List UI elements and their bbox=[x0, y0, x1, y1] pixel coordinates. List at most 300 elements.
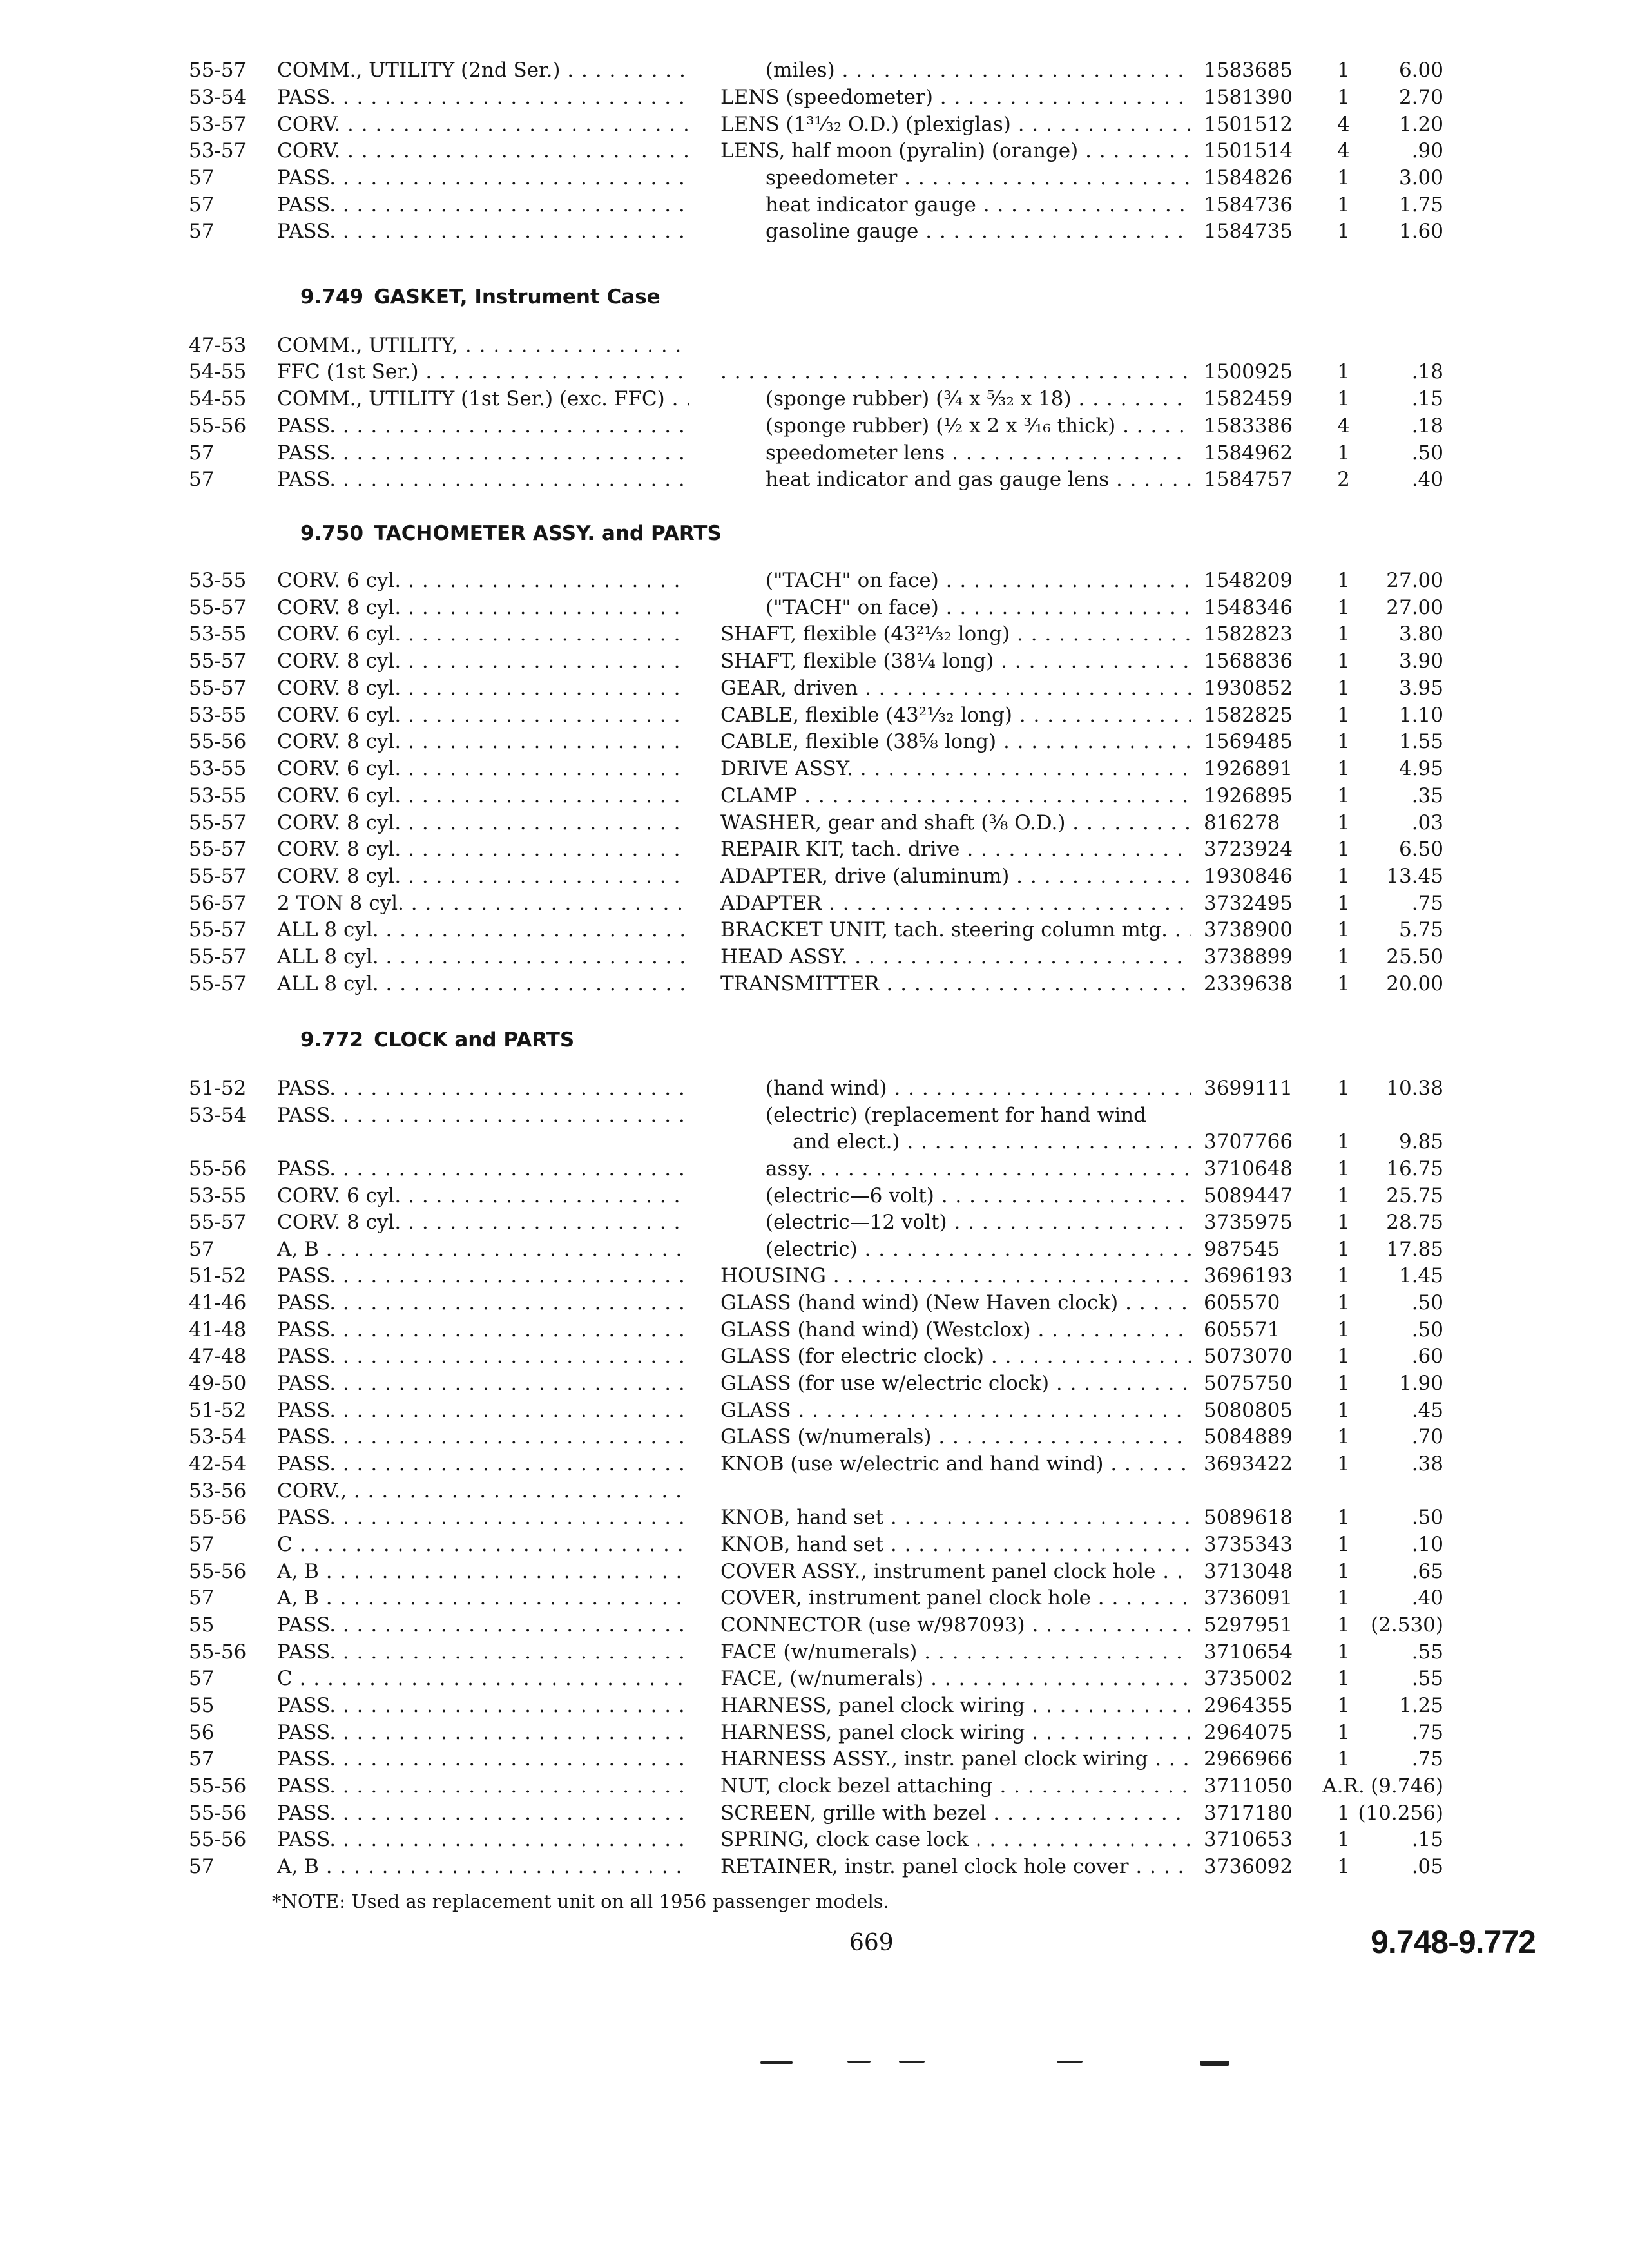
part-description: GLASS (hand wind) (Westclox) . . . bbox=[720, 1316, 1191, 1343]
part-number: 3713048 bbox=[1204, 1560, 1293, 1583]
model-years: 51-52 bbox=[189, 1264, 247, 1287]
section-header bbox=[300, 520, 722, 547]
list-price: 25.75 bbox=[1386, 1184, 1443, 1207]
part-description: COVER, instrument panel clock hole . . . bbox=[720, 1584, 1191, 1611]
part-description: ("TACH" on face) . . . bbox=[766, 594, 1191, 621]
part-description: HOUSING . . . bbox=[720, 1262, 1191, 1289]
part-number: 1501514 bbox=[1204, 139, 1293, 162]
part-number: 3711050 bbox=[1204, 1774, 1293, 1798]
part-description: WASHER, gear and shaft (⅜ O.D.) . . . bbox=[720, 809, 1191, 836]
model-years: 41-46 bbox=[189, 1291, 247, 1314]
parts-row bbox=[0, 567, 1629, 594]
model-name: A, B . . . bbox=[277, 1558, 689, 1585]
parts-row bbox=[0, 191, 1629, 218]
part-description: assy. . . . bbox=[766, 1155, 1191, 1182]
part-number: 3693422 bbox=[1204, 1452, 1293, 1475]
model-name: CORV. 8 cyl. . . . bbox=[277, 836, 689, 863]
model-name: COMM., UTILITY, . . . bbox=[277, 332, 689, 359]
part-number: 3723924 bbox=[1204, 838, 1293, 861]
quantity: 1 bbox=[1337, 1077, 1350, 1100]
list-price: .35 bbox=[1411, 784, 1443, 807]
model-name: PASS. . . . bbox=[277, 466, 689, 493]
list-price: .40 bbox=[1411, 468, 1443, 491]
list-price: 1.45 bbox=[1398, 1264, 1443, 1287]
model-name: CORV. 8 cyl. . . . bbox=[277, 1209, 689, 1236]
part-description: heat indicator gauge . . . bbox=[766, 191, 1191, 218]
model-name: CORV. . . . bbox=[277, 111, 689, 138]
list-price: 2.70 bbox=[1398, 86, 1443, 109]
model-name: CORV., . . . bbox=[277, 1477, 689, 1504]
model-years: 55 bbox=[189, 1613, 215, 1637]
list-price: .60 bbox=[1411, 1345, 1443, 1368]
part-description: HEAD ASSY. . . . bbox=[720, 943, 1191, 970]
part-number: 1548346 bbox=[1204, 596, 1293, 619]
quantity: 1 bbox=[1337, 387, 1350, 410]
part-number: 1501512 bbox=[1204, 113, 1293, 136]
list-price: 1.55 bbox=[1398, 730, 1443, 753]
model-years: 57 bbox=[189, 468, 215, 491]
quantity: 1 bbox=[1337, 1828, 1350, 1851]
model-name: PASS. . . . bbox=[277, 1316, 689, 1343]
quantity: 1 bbox=[1337, 677, 1350, 700]
part-number: 1548209 bbox=[1204, 569, 1293, 592]
model-years: 55 bbox=[189, 1694, 215, 1717]
model-name: CORV. 8 cyl. . . . bbox=[277, 809, 689, 836]
quantity: 1 bbox=[1337, 757, 1350, 780]
model-name: PASS. . . . bbox=[277, 1155, 689, 1182]
part-description: GLASS (for electric clock) . . . bbox=[720, 1343, 1191, 1370]
model-name: A, B . . . bbox=[277, 1853, 689, 1880]
parts-row bbox=[0, 943, 1629, 970]
model-name: CORV. 8 cyl. . . . bbox=[277, 594, 689, 621]
quantity: 1 bbox=[1337, 1586, 1350, 1610]
model-name: PASS. . . . bbox=[277, 1075, 689, 1102]
parts-row bbox=[0, 1665, 1629, 1692]
part-number: 1582825 bbox=[1204, 704, 1293, 727]
parts-row bbox=[0, 1611, 1629, 1639]
part-description: ADAPTER, drive (aluminum) . . . bbox=[720, 863, 1191, 890]
part-number: 1582459 bbox=[1204, 387, 1293, 410]
part-number: 5080805 bbox=[1204, 1399, 1293, 1422]
model-name: COMM., UTILITY (2nd Ser.) . . . bbox=[277, 57, 689, 84]
model-years: 57 bbox=[189, 166, 215, 189]
model-years: 55-56 bbox=[189, 730, 247, 753]
quantity: 1 bbox=[1337, 1855, 1350, 1878]
quantity: 1 bbox=[1337, 918, 1350, 941]
quantity: 1 bbox=[1337, 1399, 1350, 1422]
section-number: 9.749 bbox=[300, 285, 364, 309]
section-header bbox=[300, 284, 660, 311]
parts-row bbox=[0, 755, 1629, 782]
part-number: 5297951 bbox=[1204, 1613, 1293, 1637]
model-name: CORV. 6 cyl. . . . bbox=[277, 567, 689, 594]
parts-row bbox=[0, 1504, 1629, 1531]
part-description: HARNESS, panel clock wiring . . . bbox=[720, 1692, 1191, 1719]
model-years: 49-50 bbox=[189, 1372, 247, 1395]
model-name: CORV. 6 cyl. . . . bbox=[277, 1182, 689, 1209]
parts-row bbox=[0, 863, 1629, 890]
list-price: .65 bbox=[1411, 1560, 1443, 1583]
part-description: CABLE, flexible (43²¹⁄₃₂ long) . . . bbox=[720, 702, 1191, 729]
list-price: 3.95 bbox=[1398, 677, 1443, 700]
model-years: 57 bbox=[189, 1667, 215, 1690]
part-description: GLASS (w/numerals) . . . bbox=[720, 1423, 1191, 1450]
part-number: 1584757 bbox=[1204, 468, 1293, 491]
quantity: 1 bbox=[1337, 220, 1350, 243]
parts-row bbox=[0, 836, 1629, 863]
parts-row bbox=[0, 1397, 1629, 1424]
part-number: 3735002 bbox=[1204, 1667, 1293, 1690]
model-years: 56 bbox=[189, 1721, 215, 1744]
list-price: 10.38 bbox=[1386, 1077, 1443, 1100]
parts-row bbox=[0, 916, 1629, 943]
part-description: (miles) . . . bbox=[766, 57, 1191, 84]
part-description: and elect.) . . . bbox=[793, 1128, 1191, 1155]
model-years: 55-56 bbox=[189, 1640, 247, 1664]
part-description: CABLE, flexible (38⅝ long) . . . bbox=[720, 728, 1191, 755]
model-name: PASS. . . . bbox=[277, 1450, 689, 1477]
model-years: 53-54 bbox=[189, 1104, 247, 1127]
part-number: 3736092 bbox=[1204, 1855, 1293, 1878]
model-name: PASS. . . . bbox=[277, 439, 689, 466]
model-name: PASS. . . . bbox=[277, 1639, 689, 1666]
model-name: CORV. 6 cyl. . . . bbox=[277, 755, 689, 782]
part-description: LENS (1³¹⁄₃₂ O.D.) (plexiglas) . . . bbox=[720, 111, 1191, 138]
part-description: BRACKET UNIT, tach. steering column mtg. . . . bbox=[720, 916, 1191, 943]
model-years: 53-55 bbox=[189, 757, 247, 780]
parts-row bbox=[0, 702, 1629, 729]
model-years: 55-57 bbox=[189, 677, 247, 700]
model-name: PASS. . . . bbox=[277, 1102, 689, 1129]
model-years: 53-55 bbox=[189, 1184, 247, 1207]
quantity: 1 bbox=[1337, 811, 1350, 834]
part-description: (electric) (replacement for hand wind bbox=[766, 1104, 1146, 1127]
parts-row bbox=[0, 620, 1629, 648]
model-years: 57 bbox=[189, 1238, 215, 1261]
parts-row bbox=[0, 466, 1629, 493]
part-description: FACE (w/numerals) . . . bbox=[720, 1639, 1191, 1666]
model-years: 55-57 bbox=[189, 59, 247, 82]
parts-row bbox=[0, 358, 1629, 385]
part-number: 2966966 bbox=[1204, 1747, 1293, 1771]
quantity: 1 bbox=[1337, 1640, 1350, 1664]
model-name: ALL 8 cyl. . . . bbox=[277, 970, 689, 997]
model-name: A, B . . . bbox=[277, 1584, 689, 1611]
parts-row bbox=[0, 890, 1629, 917]
part-number: 1584735 bbox=[1204, 220, 1293, 243]
part-number: 1581390 bbox=[1204, 86, 1293, 109]
parts-row bbox=[0, 1692, 1629, 1719]
part-number: 1582823 bbox=[1204, 622, 1293, 646]
part-number: 1926891 bbox=[1204, 757, 1293, 780]
model-years: 55-57 bbox=[189, 838, 247, 861]
part-description: CLAMP . . . bbox=[720, 782, 1191, 809]
model-name: FFC (1st Ser.) . . . bbox=[277, 358, 689, 385]
list-price: 1.20 bbox=[1398, 113, 1443, 136]
model-years: 42-54 bbox=[189, 1452, 247, 1475]
quantity: 1 bbox=[1337, 59, 1350, 82]
model-name: COMM., UTILITY (1st Ser.) (exc. FFC) . . . bbox=[277, 385, 689, 412]
list-price: 3.00 bbox=[1398, 166, 1443, 189]
model-years: 53-55 bbox=[189, 784, 247, 807]
part-description: LENS, half moon (pyralin) (orange) . . . bbox=[720, 137, 1191, 164]
model-years: 55-56 bbox=[189, 1828, 247, 1851]
parts-row bbox=[0, 1826, 1629, 1853]
model-name: CORV. 8 cyl. . . . bbox=[277, 728, 689, 755]
model-name: PASS. . . . bbox=[277, 164, 689, 191]
list-price: .55 bbox=[1411, 1640, 1443, 1664]
model-years: 55-56 bbox=[189, 1560, 247, 1583]
quantity: 1 bbox=[1337, 1560, 1350, 1583]
model-years: 55-56 bbox=[189, 1774, 247, 1798]
part-number: 3736091 bbox=[1204, 1586, 1293, 1610]
parts-row bbox=[0, 1155, 1629, 1182]
model-name: CORV. . . . bbox=[277, 137, 689, 164]
list-price: .55 bbox=[1411, 1667, 1443, 1690]
list-price: 3.90 bbox=[1398, 649, 1443, 673]
part-number: 3717180 bbox=[1204, 1802, 1293, 1825]
part-number: 5084889 bbox=[1204, 1425, 1293, 1448]
list-price: .50 bbox=[1411, 1318, 1443, 1341]
model-years: 47-53 bbox=[189, 334, 247, 357]
quantity: 1 bbox=[1337, 730, 1350, 753]
part-description: SHAFT, flexible (38¼ long) . . . bbox=[720, 648, 1191, 675]
model-name: PASS. . . . bbox=[277, 1773, 689, 1800]
quantity: 1 bbox=[1337, 1747, 1350, 1771]
model-years: 47-48 bbox=[189, 1345, 247, 1368]
part-number: 1500925 bbox=[1204, 360, 1293, 383]
model-name: PASS. . . . bbox=[277, 191, 689, 218]
parts-row bbox=[0, 1719, 1629, 1746]
model-years: 55-57 bbox=[189, 972, 247, 995]
list-price: 13.45 bbox=[1386, 865, 1443, 888]
parts-row bbox=[0, 57, 1629, 84]
part-number: 1584736 bbox=[1204, 193, 1293, 216]
part-number: 3707766 bbox=[1204, 1130, 1293, 1153]
part-number: 2964075 bbox=[1204, 1721, 1293, 1744]
part-description: GLASS (for use w/electric clock) . . . bbox=[720, 1370, 1191, 1397]
part-description: RETAINER, instr. panel clock hole cover . . . bbox=[720, 1853, 1191, 1880]
section-number: 9.772 bbox=[300, 1028, 364, 1052]
model-name: CORV. 8 cyl. . . . bbox=[277, 648, 689, 675]
part-number: 3710654 bbox=[1204, 1640, 1293, 1664]
list-price: .75 bbox=[1411, 1721, 1443, 1744]
quantity: 1 bbox=[1337, 1694, 1350, 1717]
parts-row bbox=[0, 332, 1629, 359]
model-name: C . . . bbox=[277, 1665, 689, 1692]
list-price: .90 bbox=[1411, 139, 1443, 162]
scan-smudge bbox=[1200, 2061, 1229, 2066]
list-price: 1.75 bbox=[1398, 193, 1443, 216]
quantity: 1 bbox=[1337, 1533, 1350, 1556]
quantity: 1 bbox=[1337, 1425, 1350, 1448]
model-years: 57 bbox=[189, 193, 215, 216]
quantity: 1 bbox=[1337, 784, 1350, 807]
list-price: .50 bbox=[1411, 441, 1443, 465]
part-description: GLASS . . . bbox=[720, 1397, 1191, 1424]
model-years: 56-57 bbox=[189, 892, 247, 915]
list-price: 1.60 bbox=[1398, 220, 1443, 243]
quantity: 1 bbox=[1337, 892, 1350, 915]
model-name: PASS. . . . bbox=[277, 1800, 689, 1827]
part-number: 3732495 bbox=[1204, 892, 1293, 915]
part-number: 1583685 bbox=[1204, 59, 1293, 82]
model-years: 53-57 bbox=[189, 113, 247, 136]
part-number: 1568836 bbox=[1204, 649, 1293, 673]
quantity: 1 bbox=[1337, 1130, 1350, 1153]
part-description: (electric—12 volt) . . . bbox=[766, 1209, 1191, 1236]
part-description: KNOB (use w/electric and hand wind) . . . bbox=[720, 1450, 1191, 1477]
parts-row bbox=[0, 1531, 1629, 1558]
parts-row bbox=[0, 1128, 1629, 1155]
part-number: 3738900 bbox=[1204, 918, 1293, 941]
parts-row bbox=[0, 111, 1629, 138]
model-name: CORV. 6 cyl. . . . bbox=[277, 620, 689, 648]
model-years: 55-57 bbox=[189, 918, 247, 941]
model-name: ALL 8 cyl. . . . bbox=[277, 916, 689, 943]
part-number: 1584826 bbox=[1204, 166, 1293, 189]
model-name: PASS. . . . bbox=[277, 1262, 689, 1289]
model-years: 53-55 bbox=[189, 569, 247, 592]
part-number: 987545 bbox=[1204, 1238, 1280, 1261]
quantity: 4 bbox=[1337, 139, 1350, 162]
quantity: 1 bbox=[1337, 441, 1350, 465]
part-description: (electric) . . . bbox=[766, 1236, 1191, 1263]
quantity: 1 bbox=[1337, 622, 1350, 646]
quantity: 1 bbox=[1337, 1211, 1350, 1234]
list-price: .10 bbox=[1411, 1533, 1443, 1556]
part-description: GEAR, driven . . . bbox=[720, 675, 1191, 702]
list-price: .38 bbox=[1411, 1452, 1443, 1475]
parts-row bbox=[0, 1343, 1629, 1370]
list-price: 27.00 bbox=[1386, 569, 1443, 592]
parts-row bbox=[0, 84, 1629, 111]
page-number: 669 bbox=[849, 1930, 894, 1956]
list-price: 28.75 bbox=[1386, 1211, 1443, 1234]
model-name: PASS. . . . bbox=[277, 1423, 689, 1450]
part-description: GLASS (hand wind) (New Haven clock) . . . bbox=[720, 1289, 1191, 1316]
list-price: 4.95 bbox=[1398, 757, 1443, 780]
parts-row bbox=[0, 1102, 1629, 1129]
section-range: 9.748-9.772 bbox=[1371, 1924, 1536, 1960]
model-years: 55-56 bbox=[189, 1506, 247, 1529]
parts-row bbox=[0, 1639, 1629, 1666]
parts-row bbox=[0, 970, 1629, 997]
part-description: KNOB, hand set . . . bbox=[720, 1531, 1191, 1558]
list-price: .45 bbox=[1411, 1399, 1443, 1422]
model-years: 53-57 bbox=[189, 139, 247, 162]
quantity: 1 bbox=[1337, 193, 1350, 216]
list-price: (9.746) bbox=[1371, 1774, 1443, 1798]
model-name: C . . . bbox=[277, 1531, 689, 1558]
part-description: speedometer lens . . . bbox=[766, 439, 1191, 466]
model-name: PASS. . . . bbox=[277, 1397, 689, 1424]
list-price: .05 bbox=[1411, 1855, 1443, 1878]
list-price: .50 bbox=[1411, 1291, 1443, 1314]
model-years: 53-56 bbox=[189, 1479, 247, 1503]
model-name: ALL 8 cyl. . . . bbox=[277, 943, 689, 970]
model-years: 57 bbox=[189, 441, 215, 465]
list-price: .15 bbox=[1411, 387, 1443, 410]
part-description: (sponge rubber) (½ x 2 x ³⁄₁₆ thick) . . . bbox=[766, 412, 1191, 439]
parts-row bbox=[0, 1262, 1629, 1289]
list-price: 9.85 bbox=[1398, 1130, 1443, 1153]
parts-row bbox=[0, 809, 1629, 836]
quantity: 1 bbox=[1337, 1184, 1350, 1207]
model-name: PASS. . . . bbox=[277, 1719, 689, 1746]
parts-row bbox=[0, 1209, 1629, 1236]
model-years: 41-48 bbox=[189, 1318, 247, 1341]
part-description: gasoline gauge . . . bbox=[766, 218, 1191, 245]
parts-row bbox=[0, 1182, 1629, 1209]
quantity: 1 bbox=[1337, 1721, 1350, 1744]
section-number: 9.750 bbox=[300, 522, 364, 545]
part-number: 3735975 bbox=[1204, 1211, 1293, 1234]
parts-row bbox=[0, 218, 1629, 245]
part-number: 5089447 bbox=[1204, 1184, 1293, 1207]
list-price: 27.00 bbox=[1386, 596, 1443, 619]
quantity: 4 bbox=[1337, 113, 1350, 136]
model-name: PASS. . . . bbox=[277, 1504, 689, 1531]
quantity: 2 bbox=[1337, 468, 1350, 491]
part-number: 3710648 bbox=[1204, 1157, 1293, 1180]
quantity: 1 bbox=[1337, 865, 1350, 888]
model-name: CORV. 6 cyl. . . . bbox=[277, 782, 689, 809]
parts-row bbox=[0, 675, 1629, 702]
part-number: 605570 bbox=[1204, 1291, 1280, 1314]
part-description: COVER ASSY., instrument panel clock hole . . . bbox=[720, 1558, 1191, 1585]
part-number: 3696193 bbox=[1204, 1264, 1293, 1287]
quantity: 1 bbox=[1337, 704, 1350, 727]
list-price: 3.80 bbox=[1398, 622, 1443, 646]
part-number: 1926895 bbox=[1204, 784, 1293, 807]
part-number: 1584962 bbox=[1204, 441, 1293, 465]
model-years: 53-55 bbox=[189, 704, 247, 727]
quantity: 1 bbox=[1337, 945, 1350, 968]
part-number: 1930852 bbox=[1204, 677, 1293, 700]
parts-row bbox=[0, 164, 1629, 191]
parts-row bbox=[0, 1477, 1629, 1504]
part-description: SCREEN, grille with bezel . . . bbox=[720, 1800, 1191, 1827]
list-price: .50 bbox=[1411, 1506, 1443, 1529]
part-number: 1569485 bbox=[1204, 730, 1293, 753]
part-description: SHAFT, flexible (43²¹⁄₃₂ long) . . . bbox=[720, 620, 1191, 648]
model-years: 55-57 bbox=[189, 649, 247, 673]
list-price: 6.00 bbox=[1398, 59, 1443, 82]
model-years: 53-54 bbox=[189, 1425, 247, 1448]
parts-row bbox=[0, 1450, 1629, 1477]
list-price: (2.530) bbox=[1371, 1613, 1443, 1637]
model-name: CORV. 8 cyl. . . . bbox=[277, 863, 689, 890]
section-title: TACHOMETER ASSY. and PARTS bbox=[374, 522, 722, 545]
part-number: 5075750 bbox=[1204, 1372, 1293, 1395]
quantity: 1 bbox=[1337, 1238, 1350, 1261]
list-price: 1.25 bbox=[1398, 1694, 1443, 1717]
parts-row bbox=[0, 728, 1629, 755]
quantity: 1 bbox=[1337, 838, 1350, 861]
model-name: PASS. . . . bbox=[277, 84, 689, 111]
quantity: 1 bbox=[1337, 166, 1350, 189]
part-description bbox=[720, 358, 1191, 385]
part-description: DRIVE ASSY. . . . bbox=[720, 755, 1191, 782]
parts-row bbox=[0, 1745, 1629, 1773]
model-years: 55-57 bbox=[189, 865, 247, 888]
part-description: SPRING, clock case lock . . . bbox=[720, 1826, 1191, 1853]
list-price: 20.00 bbox=[1386, 972, 1443, 995]
part-description: (hand wind) . . . bbox=[766, 1075, 1191, 1102]
list-price: 25.50 bbox=[1386, 945, 1443, 968]
quantity: 1 bbox=[1337, 1345, 1350, 1368]
